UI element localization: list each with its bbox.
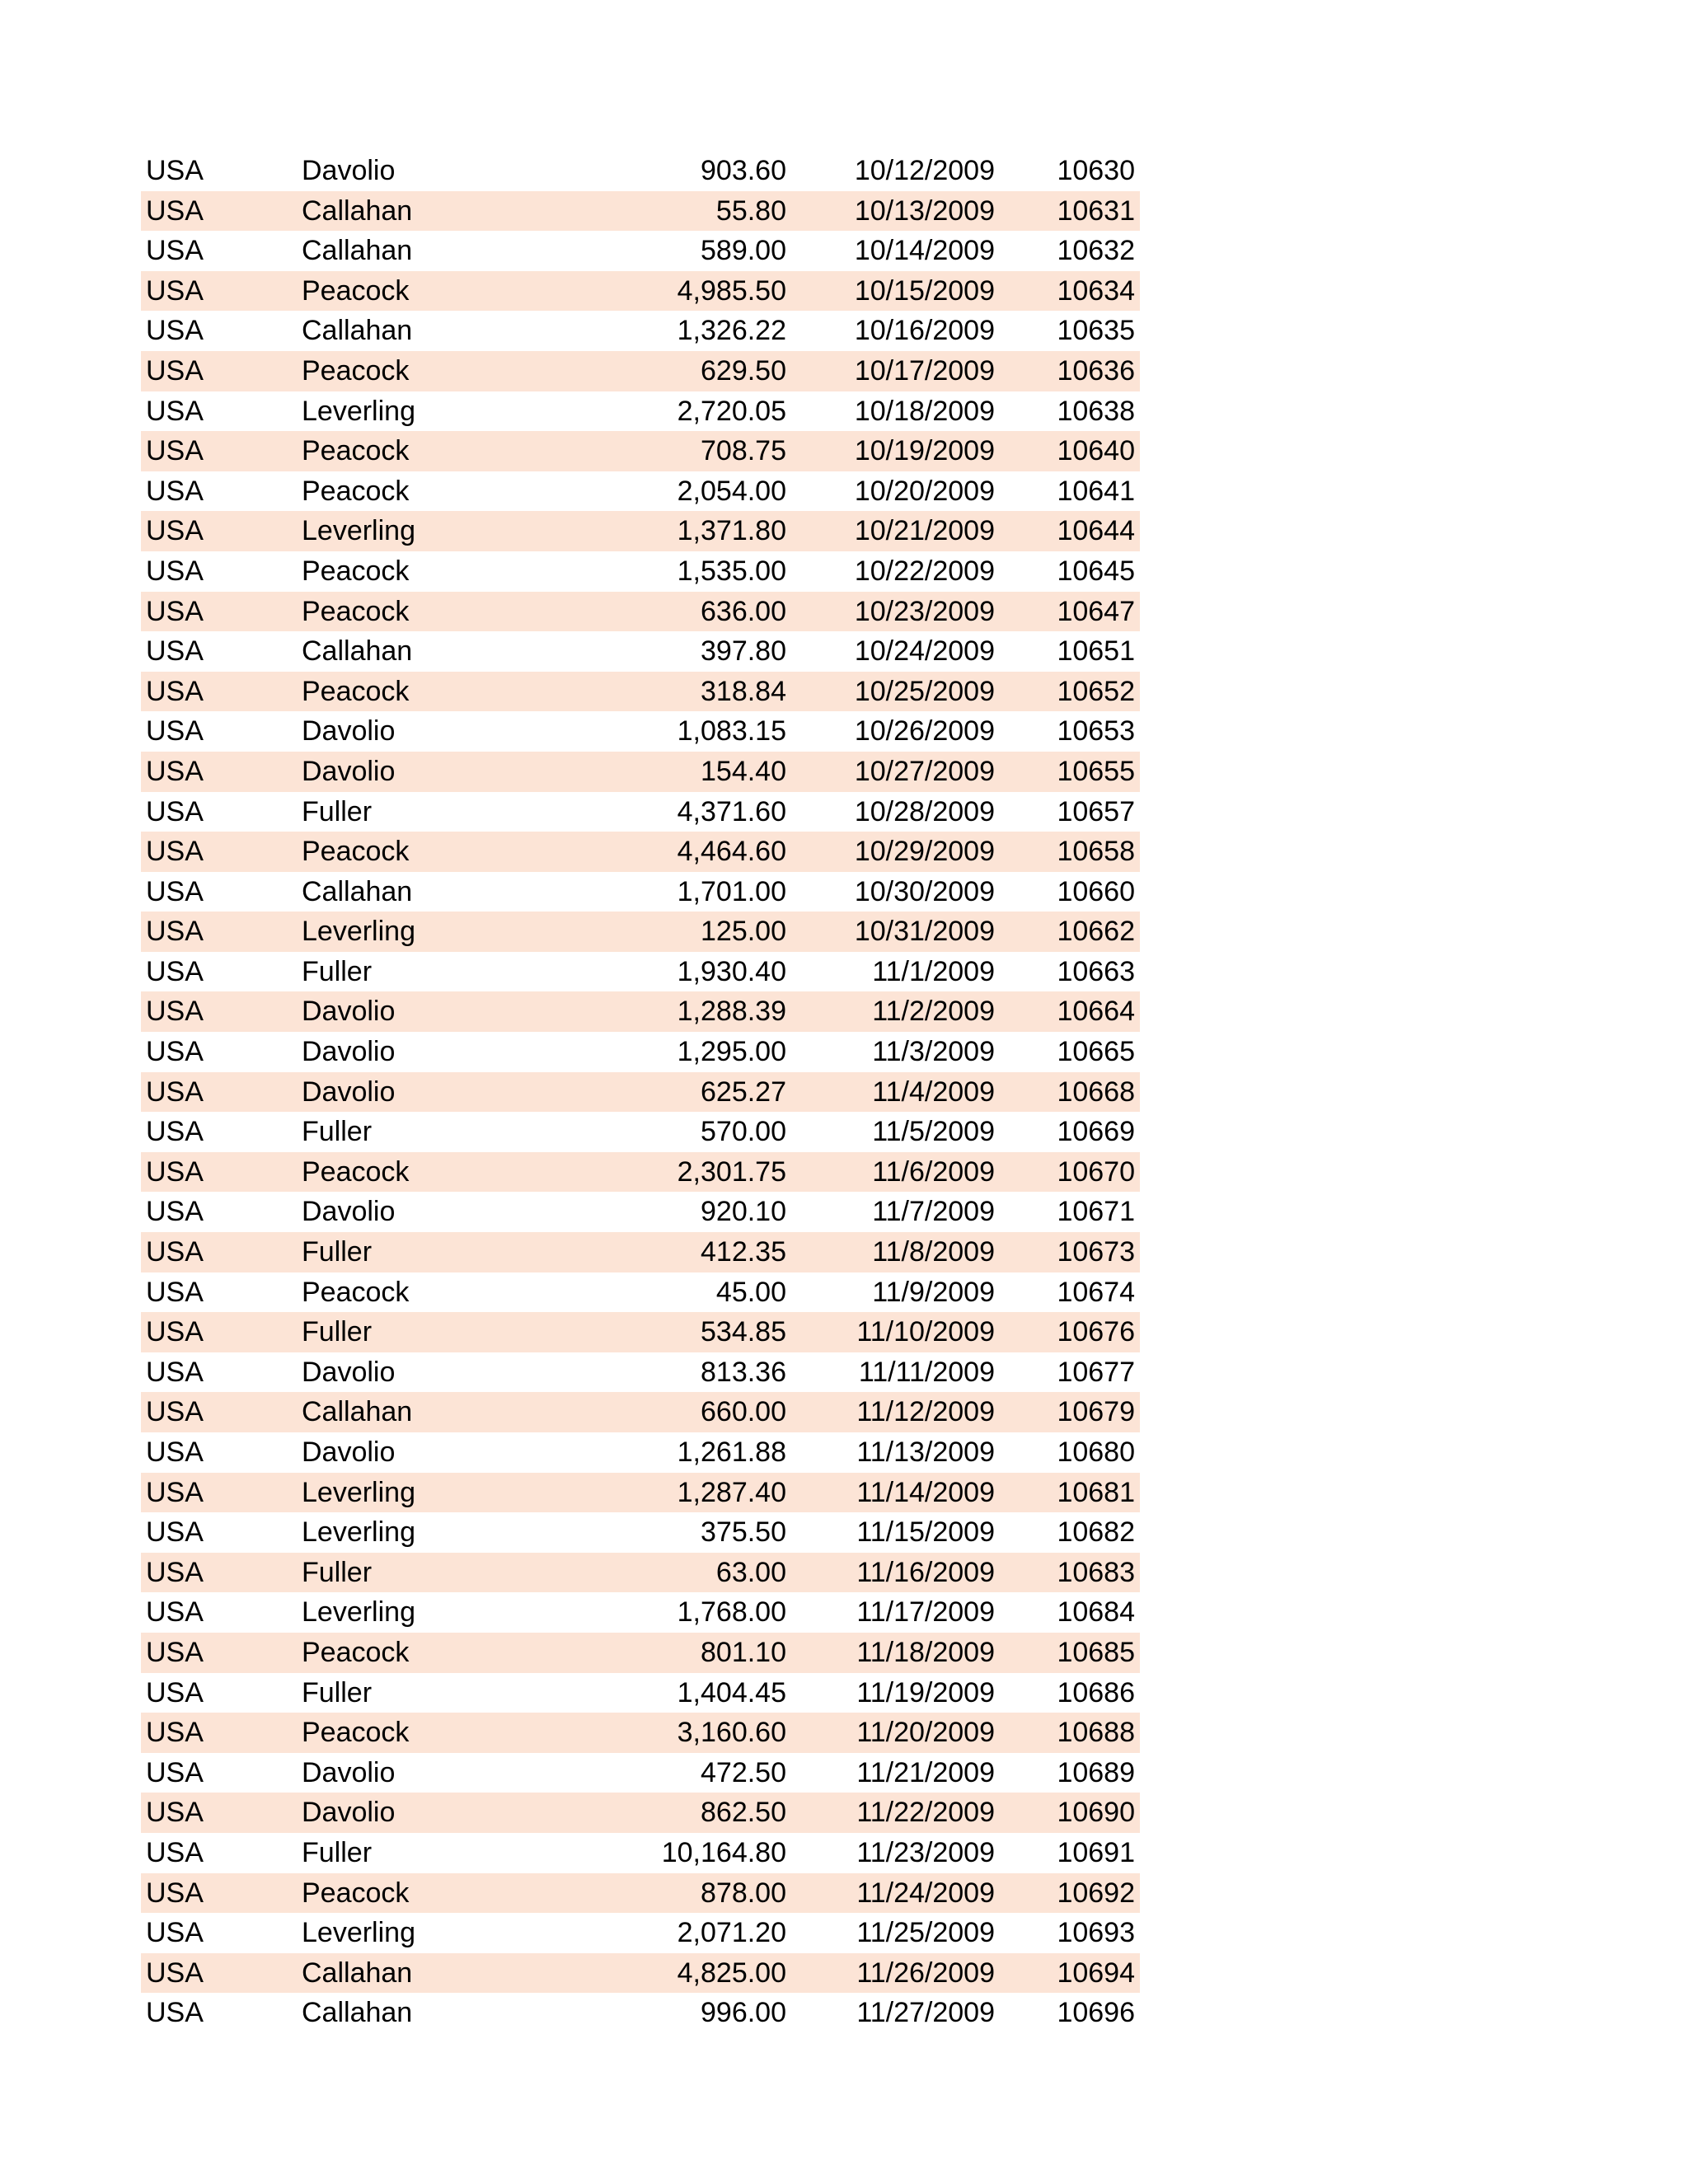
salesperson-cell: Callahan bbox=[302, 875, 413, 907]
order-date-cell: 11/24/2009 bbox=[856, 1877, 995, 1909]
table-row bbox=[141, 1272, 1140, 1313]
country-cell: USA bbox=[146, 155, 204, 186]
table-row bbox=[141, 471, 1140, 512]
order-date-cell: 11/20/2009 bbox=[856, 1717, 995, 1749]
table-row bbox=[141, 991, 1140, 1032]
country-cell: USA bbox=[146, 715, 204, 748]
country-cell: USA bbox=[146, 1236, 204, 1268]
country-cell: USA bbox=[146, 395, 204, 427]
amount-cell: 801.10 bbox=[701, 1636, 786, 1668]
order-id-cell: 10669 bbox=[1057, 1116, 1135, 1148]
order-date-cell: 11/9/2009 bbox=[872, 1276, 995, 1308]
salesperson-cell: Leverling bbox=[302, 1476, 415, 1508]
table-row bbox=[141, 231, 1140, 271]
amount-cell: 1,768.00 bbox=[677, 1596, 786, 1629]
country-cell: USA bbox=[146, 675, 204, 707]
salesperson-cell: Peacock bbox=[302, 354, 410, 387]
salesperson-cell: Davolio bbox=[302, 715, 396, 748]
amount-cell: 2,071.20 bbox=[677, 1917, 786, 1949]
order-date-cell: 10/24/2009 bbox=[854, 635, 995, 668]
order-date-cell: 11/6/2009 bbox=[872, 1155, 995, 1188]
amount-cell: 63.00 bbox=[715, 1556, 786, 1588]
amount-cell: 629.50 bbox=[701, 354, 786, 387]
order-id-cell: 10674 bbox=[1057, 1276, 1135, 1308]
amount-cell: 1,083.15 bbox=[677, 715, 786, 748]
table-row bbox=[141, 912, 1140, 952]
amount-cell: 862.50 bbox=[701, 1797, 786, 1829]
salesperson-cell: Davolio bbox=[302, 755, 396, 787]
salesperson-cell: Leverling bbox=[302, 916, 415, 948]
order-id-cell: 10681 bbox=[1057, 1476, 1135, 1508]
order-date-cell: 10/23/2009 bbox=[854, 595, 995, 627]
order-id-cell: 10660 bbox=[1057, 875, 1135, 907]
salesperson-cell: Peacock bbox=[302, 1717, 410, 1749]
salesperson-cell: Davolio bbox=[302, 1756, 396, 1788]
table-row bbox=[141, 711, 1140, 752]
amount-cell: 920.10 bbox=[701, 1196, 786, 1228]
amount-cell: 2,301.75 bbox=[677, 1155, 786, 1188]
amount-cell: 3,160.60 bbox=[677, 1717, 786, 1749]
table-row bbox=[141, 511, 1140, 551]
table-row bbox=[141, 1633, 1140, 1673]
amount-cell: 2,054.00 bbox=[677, 475, 786, 507]
amount-cell: 318.84 bbox=[701, 675, 786, 707]
salesperson-cell: Callahan bbox=[302, 194, 413, 227]
country-cell: USA bbox=[146, 1556, 204, 1588]
order-id-cell: 10663 bbox=[1057, 955, 1135, 987]
salesperson-cell: Callahan bbox=[302, 1997, 413, 2029]
order-id-cell: 10668 bbox=[1057, 1076, 1135, 1108]
order-id-cell: 10696 bbox=[1057, 1997, 1135, 2029]
order-id-cell: 10692 bbox=[1057, 1877, 1135, 1909]
order-id-cell: 10670 bbox=[1057, 1155, 1135, 1188]
table-row bbox=[141, 1873, 1140, 1914]
country-cell: USA bbox=[146, 1116, 204, 1148]
order-date-cell: 11/4/2009 bbox=[872, 1076, 995, 1108]
amount-cell: 472.50 bbox=[701, 1756, 786, 1788]
order-date-cell: 11/14/2009 bbox=[856, 1476, 995, 1508]
order-date-cell: 11/19/2009 bbox=[856, 1676, 995, 1708]
country-cell: USA bbox=[146, 1356, 204, 1388]
order-id-cell: 10640 bbox=[1057, 435, 1135, 467]
table-row bbox=[141, 752, 1140, 792]
table-row bbox=[141, 1592, 1140, 1633]
order-id-cell: 10677 bbox=[1057, 1356, 1135, 1388]
order-id-cell: 10630 bbox=[1057, 155, 1135, 186]
country-cell: USA bbox=[146, 475, 204, 507]
order-date-cell: 10/19/2009 bbox=[854, 435, 995, 467]
order-date-cell: 10/28/2009 bbox=[854, 795, 995, 827]
order-id-cell: 10636 bbox=[1057, 354, 1135, 387]
order-date-cell: 11/12/2009 bbox=[856, 1396, 995, 1428]
country-cell: USA bbox=[146, 555, 204, 587]
amount-cell: 154.40 bbox=[701, 755, 786, 787]
country-cell: USA bbox=[146, 916, 204, 948]
order-id-cell: 10671 bbox=[1057, 1196, 1135, 1228]
salesperson-cell: Fuller bbox=[302, 1676, 373, 1708]
table-row bbox=[141, 1512, 1140, 1553]
amount-cell: 125.00 bbox=[701, 916, 786, 948]
amount-cell: 878.00 bbox=[701, 1877, 786, 1909]
salesperson-cell: Fuller bbox=[302, 1116, 373, 1148]
order-id-cell: 10665 bbox=[1057, 1036, 1135, 1068]
order-date-cell: 11/27/2009 bbox=[856, 1997, 995, 2029]
order-id-cell: 10638 bbox=[1057, 395, 1135, 427]
order-date-cell: 10/15/2009 bbox=[854, 274, 995, 307]
salesperson-cell: Peacock bbox=[302, 475, 410, 507]
order-id-cell: 10693 bbox=[1057, 1917, 1135, 1949]
amount-cell: 708.75 bbox=[701, 435, 786, 467]
table-row bbox=[141, 792, 1140, 832]
table-row bbox=[141, 351, 1140, 391]
country-cell: USA bbox=[146, 354, 204, 387]
amount-cell: 903.60 bbox=[701, 155, 786, 186]
salesperson-cell: Peacock bbox=[302, 675, 410, 707]
order-date-cell: 10/12/2009 bbox=[854, 155, 995, 186]
amount-cell: 625.27 bbox=[701, 1076, 786, 1108]
amount-cell: 375.50 bbox=[701, 1516, 786, 1549]
table-row bbox=[141, 1032, 1140, 1072]
country-cell: USA bbox=[146, 1636, 204, 1668]
table-row bbox=[141, 1432, 1140, 1473]
country-cell: USA bbox=[146, 755, 204, 787]
order-id-cell: 10651 bbox=[1057, 635, 1135, 668]
amount-cell: 397.80 bbox=[701, 635, 786, 668]
order-id-cell: 10689 bbox=[1057, 1756, 1135, 1788]
order-id-cell: 10632 bbox=[1057, 235, 1135, 267]
table-row bbox=[141, 631, 1140, 672]
salesperson-cell: Fuller bbox=[302, 795, 373, 827]
order-id-cell: 10662 bbox=[1057, 916, 1135, 948]
order-date-cell: 11/15/2009 bbox=[856, 1516, 995, 1549]
order-date-cell: 10/22/2009 bbox=[854, 555, 995, 587]
amount-cell: 4,371.60 bbox=[677, 795, 786, 827]
amount-cell: 996.00 bbox=[701, 1997, 786, 2029]
order-date-cell: 11/13/2009 bbox=[856, 1436, 995, 1468]
amount-cell: 1,326.22 bbox=[677, 315, 786, 347]
table-row bbox=[141, 672, 1140, 712]
country-cell: USA bbox=[146, 1316, 204, 1348]
order-date-cell: 11/2/2009 bbox=[872, 996, 995, 1028]
country-cell: USA bbox=[146, 1997, 204, 2029]
country-cell: USA bbox=[146, 1155, 204, 1188]
amount-cell: 1,535.00 bbox=[677, 555, 786, 587]
order-id-cell: 10641 bbox=[1057, 475, 1135, 507]
table-row bbox=[141, 1312, 1140, 1352]
country-cell: USA bbox=[146, 315, 204, 347]
amount-cell: 10,164.80 bbox=[661, 1836, 786, 1868]
order-id-cell: 10680 bbox=[1057, 1436, 1135, 1468]
order-date-cell: 11/26/2009 bbox=[856, 1957, 995, 1989]
order-date-cell: 11/8/2009 bbox=[872, 1236, 995, 1268]
salesperson-cell: Peacock bbox=[302, 836, 410, 868]
salesperson-cell: Peacock bbox=[302, 1276, 410, 1308]
salesperson-cell: Peacock bbox=[302, 1877, 410, 1909]
order-id-cell: 10679 bbox=[1057, 1396, 1135, 1428]
order-date-cell: 10/17/2009 bbox=[854, 354, 995, 387]
amount-cell: 570.00 bbox=[701, 1116, 786, 1148]
order-id-cell: 10652 bbox=[1057, 675, 1135, 707]
amount-cell: 1,295.00 bbox=[677, 1036, 786, 1068]
table-row bbox=[141, 1993, 1140, 2033]
salesperson-cell: Davolio bbox=[302, 1076, 396, 1108]
order-date-cell: 11/25/2009 bbox=[856, 1917, 995, 1949]
country-cell: USA bbox=[146, 1076, 204, 1108]
table-row bbox=[141, 1753, 1140, 1793]
order-id-cell: 10676 bbox=[1057, 1316, 1135, 1348]
salesperson-cell: Leverling bbox=[302, 1516, 415, 1549]
table-row bbox=[141, 431, 1140, 471]
country-cell: USA bbox=[146, 1596, 204, 1629]
table-row bbox=[141, 1112, 1140, 1152]
order-id-cell: 10644 bbox=[1057, 515, 1135, 547]
order-id-cell: 10690 bbox=[1057, 1797, 1135, 1829]
order-date-cell: 11/1/2009 bbox=[872, 955, 995, 987]
order-id-cell: 10664 bbox=[1057, 996, 1135, 1028]
order-date-cell: 10/29/2009 bbox=[854, 836, 995, 868]
salesperson-cell: Peacock bbox=[302, 1155, 410, 1188]
salesperson-cell: Davolio bbox=[302, 1196, 396, 1228]
country-cell: USA bbox=[146, 1797, 204, 1829]
country-cell: USA bbox=[146, 274, 204, 307]
table-row bbox=[141, 311, 1140, 351]
country-cell: USA bbox=[146, 635, 204, 668]
country-cell: USA bbox=[146, 1877, 204, 1909]
table-row bbox=[141, 1913, 1140, 1953]
salesperson-cell: Davolio bbox=[302, 1356, 396, 1388]
amount-cell: 1,287.40 bbox=[677, 1476, 786, 1508]
country-cell: USA bbox=[146, 515, 204, 547]
salesperson-cell: Peacock bbox=[302, 555, 410, 587]
country-cell: USA bbox=[146, 1036, 204, 1068]
table-row bbox=[141, 551, 1140, 592]
order-date-cell: 11/10/2009 bbox=[856, 1316, 995, 1348]
salesperson-cell: Callahan bbox=[302, 635, 413, 668]
salesperson-cell: Davolio bbox=[302, 1036, 396, 1068]
salesperson-cell: Leverling bbox=[302, 515, 415, 547]
order-date-cell: 11/7/2009 bbox=[872, 1196, 995, 1228]
order-date-cell: 10/21/2009 bbox=[854, 515, 995, 547]
amount-cell: 589.00 bbox=[701, 235, 786, 267]
order-date-cell: 11/22/2009 bbox=[856, 1797, 995, 1829]
order-date-cell: 10/26/2009 bbox=[854, 715, 995, 748]
table-row bbox=[141, 952, 1140, 992]
country-cell: USA bbox=[146, 1516, 204, 1549]
amount-cell: 2,720.05 bbox=[677, 395, 786, 427]
country-cell: USA bbox=[146, 875, 204, 907]
order-date-cell: 10/27/2009 bbox=[854, 755, 995, 787]
order-date-cell: 11/11/2009 bbox=[858, 1356, 995, 1388]
order-id-cell: 10694 bbox=[1057, 1957, 1135, 1989]
order-date-cell: 11/17/2009 bbox=[856, 1596, 995, 1629]
table-row bbox=[141, 1352, 1140, 1393]
amount-cell: 4,464.60 bbox=[677, 836, 786, 868]
order-date-cell: 11/16/2009 bbox=[856, 1556, 995, 1588]
country-cell: USA bbox=[146, 1717, 204, 1749]
order-id-cell: 10635 bbox=[1057, 315, 1135, 347]
table-row bbox=[141, 1673, 1140, 1713]
order-id-cell: 10686 bbox=[1057, 1676, 1135, 1708]
salesperson-cell: Davolio bbox=[302, 996, 396, 1028]
country-cell: USA bbox=[146, 1756, 204, 1788]
order-date-cell: 11/21/2009 bbox=[856, 1756, 995, 1788]
table-row bbox=[141, 391, 1140, 432]
order-id-cell: 10645 bbox=[1057, 555, 1135, 587]
order-id-cell: 10684 bbox=[1057, 1596, 1135, 1629]
salesperson-cell: Leverling bbox=[302, 395, 415, 427]
country-cell: USA bbox=[146, 795, 204, 827]
table-row bbox=[141, 151, 1140, 191]
order-id-cell: 10655 bbox=[1057, 755, 1135, 787]
order-date-cell: 10/18/2009 bbox=[854, 395, 995, 427]
salesperson-cell: Fuller bbox=[302, 955, 373, 987]
salesperson-cell: Callahan bbox=[302, 235, 413, 267]
salesperson-cell: Callahan bbox=[302, 315, 413, 347]
order-id-cell: 10691 bbox=[1057, 1836, 1135, 1868]
salesperson-cell: Leverling bbox=[302, 1596, 415, 1629]
country-cell: USA bbox=[146, 1396, 204, 1428]
order-date-cell: 11/23/2009 bbox=[856, 1836, 995, 1868]
table-row bbox=[141, 1553, 1140, 1593]
country-cell: USA bbox=[146, 1196, 204, 1228]
order-id-cell: 10688 bbox=[1057, 1717, 1135, 1749]
country-cell: USA bbox=[146, 1957, 204, 1989]
country-cell: USA bbox=[146, 1276, 204, 1308]
order-date-cell: 10/30/2009 bbox=[854, 875, 995, 907]
salesperson-cell: Leverling bbox=[302, 1917, 415, 1949]
country-cell: USA bbox=[146, 1476, 204, 1508]
country-cell: USA bbox=[146, 595, 204, 627]
country-cell: USA bbox=[146, 996, 204, 1028]
order-id-cell: 10653 bbox=[1057, 715, 1135, 748]
table-row bbox=[141, 592, 1140, 632]
salesperson-cell: Fuller bbox=[302, 1836, 373, 1868]
order-id-cell: 10683 bbox=[1057, 1556, 1135, 1588]
amount-cell: 1,261.88 bbox=[677, 1436, 786, 1468]
order-date-cell: 11/5/2009 bbox=[872, 1116, 995, 1148]
table-row bbox=[141, 1232, 1140, 1272]
order-id-cell: 10634 bbox=[1057, 274, 1135, 307]
order-id-cell: 10658 bbox=[1057, 836, 1135, 868]
table-row bbox=[141, 1072, 1140, 1113]
orders-table bbox=[141, 151, 1140, 2033]
amount-cell: 45.00 bbox=[715, 1276, 786, 1308]
country-cell: USA bbox=[146, 1917, 204, 1949]
table-row bbox=[141, 271, 1140, 312]
amount-cell: 1,404.45 bbox=[677, 1676, 786, 1708]
order-date-cell: 10/25/2009 bbox=[854, 675, 995, 707]
country-cell: USA bbox=[146, 1436, 204, 1468]
amount-cell: 813.36 bbox=[701, 1356, 786, 1388]
amount-cell: 55.80 bbox=[715, 194, 786, 227]
country-cell: USA bbox=[146, 955, 204, 987]
country-cell: USA bbox=[146, 235, 204, 267]
order-id-cell: 10673 bbox=[1057, 1236, 1135, 1268]
country-cell: USA bbox=[146, 1676, 204, 1708]
table-row bbox=[141, 1192, 1140, 1232]
order-id-cell: 10657 bbox=[1057, 795, 1135, 827]
table-row bbox=[141, 1833, 1140, 1873]
salesperson-cell: Davolio bbox=[302, 1436, 396, 1468]
order-date-cell: 10/20/2009 bbox=[854, 475, 995, 507]
table-row bbox=[141, 872, 1140, 912]
country-cell: USA bbox=[146, 1836, 204, 1868]
country-cell: USA bbox=[146, 836, 204, 868]
order-date-cell: 10/16/2009 bbox=[854, 315, 995, 347]
salesperson-cell: Peacock bbox=[302, 274, 410, 307]
table-row bbox=[141, 1793, 1140, 1833]
salesperson-cell: Davolio bbox=[302, 155, 396, 186]
salesperson-cell: Peacock bbox=[302, 595, 410, 627]
order-date-cell: 11/3/2009 bbox=[872, 1036, 995, 1068]
amount-cell: 534.85 bbox=[701, 1316, 786, 1348]
amount-cell: 1,701.00 bbox=[677, 875, 786, 907]
order-date-cell: 10/31/2009 bbox=[854, 916, 995, 948]
amount-cell: 4,985.50 bbox=[677, 274, 786, 307]
table-row bbox=[141, 1713, 1140, 1753]
amount-cell: 636.00 bbox=[701, 595, 786, 627]
salesperson-cell: Peacock bbox=[302, 435, 410, 467]
table-row bbox=[141, 1392, 1140, 1432]
order-id-cell: 10631 bbox=[1057, 194, 1135, 227]
order-id-cell: 10685 bbox=[1057, 1636, 1135, 1668]
salesperson-cell: Peacock bbox=[302, 1636, 410, 1668]
order-date-cell: 11/18/2009 bbox=[856, 1636, 995, 1668]
country-cell: USA bbox=[146, 194, 204, 227]
salesperson-cell: Fuller bbox=[302, 1316, 373, 1348]
amount-cell: 412.35 bbox=[701, 1236, 786, 1268]
amount-cell: 4,825.00 bbox=[677, 1957, 786, 1989]
amount-cell: 1,371.80 bbox=[677, 515, 786, 547]
salesperson-cell: Callahan bbox=[302, 1396, 413, 1428]
table-row bbox=[141, 1152, 1140, 1193]
salesperson-cell: Davolio bbox=[302, 1797, 396, 1829]
amount-cell: 1,930.40 bbox=[677, 955, 786, 987]
table-row bbox=[141, 191, 1140, 232]
amount-cell: 660.00 bbox=[701, 1396, 786, 1428]
salesperson-cell: Fuller bbox=[302, 1556, 373, 1588]
table-row bbox=[141, 1953, 1140, 1994]
country-cell: USA bbox=[146, 435, 204, 467]
order-date-cell: 10/13/2009 bbox=[854, 194, 995, 227]
salesperson-cell: Callahan bbox=[302, 1957, 413, 1989]
table-row bbox=[141, 832, 1140, 872]
order-id-cell: 10682 bbox=[1057, 1516, 1135, 1549]
order-date-cell: 10/14/2009 bbox=[854, 235, 995, 267]
amount-cell: 1,288.39 bbox=[677, 996, 786, 1028]
salesperson-cell: Fuller bbox=[302, 1236, 373, 1268]
table-row bbox=[141, 1473, 1140, 1513]
order-id-cell: 10647 bbox=[1057, 595, 1135, 627]
